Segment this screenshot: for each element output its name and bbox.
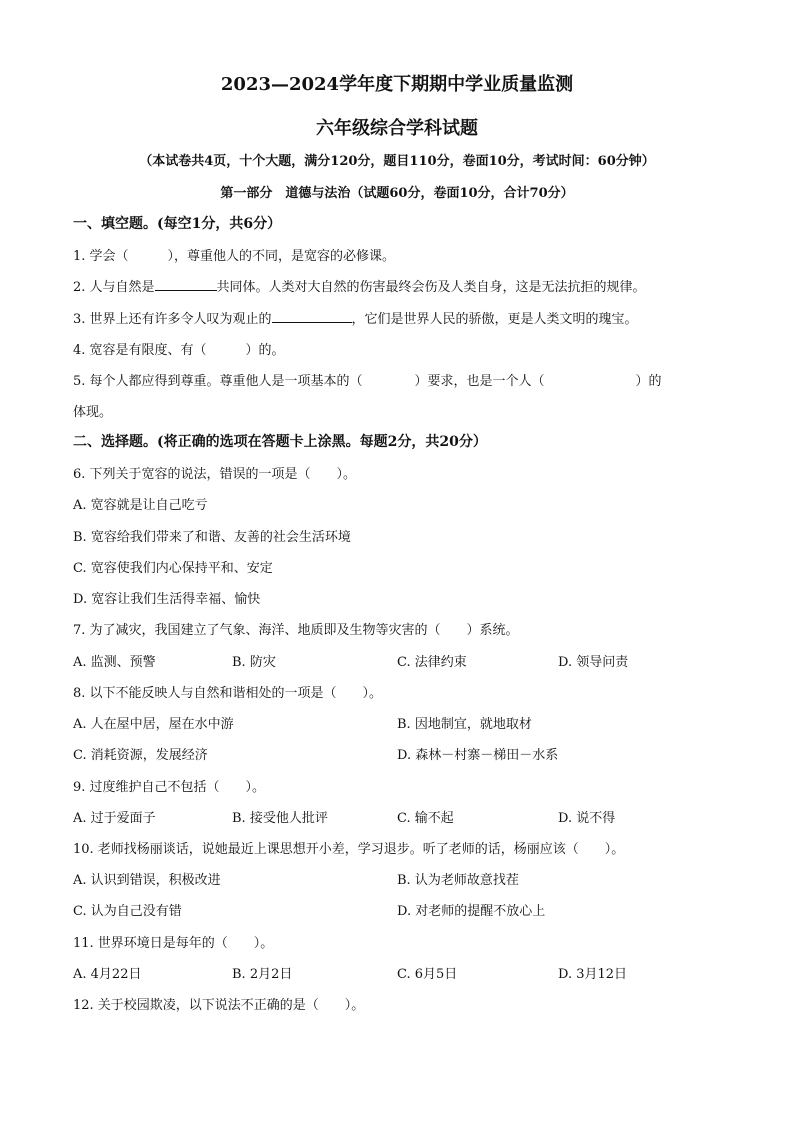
option-7d: D. 领导问责: [558, 655, 629, 670]
option-9a: A. 过于爱面子: [73, 811, 156, 826]
option-8b: B. 因地制宜，就地取材: [397, 717, 532, 732]
option-8d: D. 森林－村寨－梯田－水系: [397, 748, 559, 763]
question-5-continued: 体现。: [73, 405, 113, 420]
answer-blank[interactable]: [272, 310, 352, 323]
question-1: 1. 学会（ ），尊重他人的不同，是宽容的必修课。: [73, 249, 396, 264]
question-12: 12. 关于校园欺凌，以下说法不正确的是（ ）。: [73, 998, 365, 1013]
option-9d: D. 说不得: [558, 811, 616, 826]
question-5: 5. 每个人都应得到尊重。尊重他人是一项基本的（ ）要求，也是一个人（ ）的: [73, 374, 662, 389]
answer-blank[interactable]: [155, 278, 217, 291]
option-6a: A. 宽容就是让自己吃亏: [73, 498, 208, 513]
question-3-prefix: 3. 世界上还有许多令人叹为观止的: [73, 312, 272, 327]
question-3: [73, 308, 638, 327]
part-heading: 第一部分 道德与法治（试题60分，卷面10分，合计70分）: [220, 186, 574, 201]
question-4: 4. 宽容是有限度、有（ ）的。: [73, 343, 285, 358]
option-7c: C. 法律约束: [397, 655, 467, 670]
option-8a: A. 人在屋中居，屋在水中游: [73, 717, 234, 732]
option-8c: C. 消耗资源，发展经济: [73, 748, 208, 763]
option-7a: A. 监测、预警: [73, 655, 156, 670]
question-7: 7. 为了减灾，我国建立了气象、海洋、地质即及生物等灾害的（ ）系统。: [73, 623, 519, 638]
option-11d: D. 3月12日: [558, 967, 628, 982]
question-2: [73, 276, 646, 295]
option-10d: D. 对老师的提醒不放心上: [397, 904, 546, 919]
question-9: 9. 过度维护自己不包括（ ）。: [73, 780, 266, 795]
question-2-prefix: 2. 人与自然是: [73, 280, 155, 295]
option-6c: C. 宽容使我们内心保持平和、安定: [73, 561, 273, 576]
question-2-suffix: 共同体。人类对大自然的伤害最终会伤及人类自身，这是无法抗拒的规律。: [216, 280, 646, 295]
option-10c: C. 认为自己没有错: [73, 904, 182, 919]
option-10b: B. 认为老师故意找茬: [397, 873, 519, 888]
option-11a: A. 4月22日: [73, 967, 142, 982]
question-3-suffix: ，它们是世界人民的骄傲，更是人类文明的瑰宝。: [351, 312, 638, 327]
option-6d: D. 宽容让我们生活得幸福、愉快: [73, 592, 261, 607]
option-11b: B. 2月2日: [232, 967, 293, 982]
option-6b: B. 宽容给我们带来了和谐、友善的社会生活环境: [73, 530, 351, 545]
question-8: 8. 以下不能反映人与自然和谐相处的一项是（ ）。: [73, 686, 383, 701]
page-title: 2023—2024学年度下期期中学业质量监测: [220, 74, 574, 95]
question-11: 11. 世界环境日是每年的（ ）。: [73, 936, 274, 951]
section-heading-fill: 一、填空题。(每空1分，共6分）: [73, 216, 282, 232]
section-heading-choice: 二、选择题。(将正确的选项在答题卡上涂黑。每题2分，共20分）: [73, 434, 487, 450]
option-9c: C. 输不起: [397, 811, 454, 826]
option-9b: B. 接受他人批评: [232, 811, 328, 826]
exam-note: （本试卷共4页，十个大题，满分120分，题目110分，卷面10分，考试时间：60分钟）: [139, 154, 655, 169]
page-subtitle: 六年级综合学科试题: [316, 118, 478, 139]
question-6: 6. 下列关于宽容的说法，错误的一项是（ ）。: [73, 467, 357, 482]
option-10a: A. 认识到错误，积极改进: [73, 873, 221, 888]
question-10: 10. 老师找杨丽谈话，说她最近上课思想开小差，学习退步。听了老师的话，杨丽应该（ ）。: [73, 842, 625, 857]
option-7b: B. 防灾: [232, 655, 276, 670]
option-11c: C. 6月5日: [397, 967, 458, 982]
